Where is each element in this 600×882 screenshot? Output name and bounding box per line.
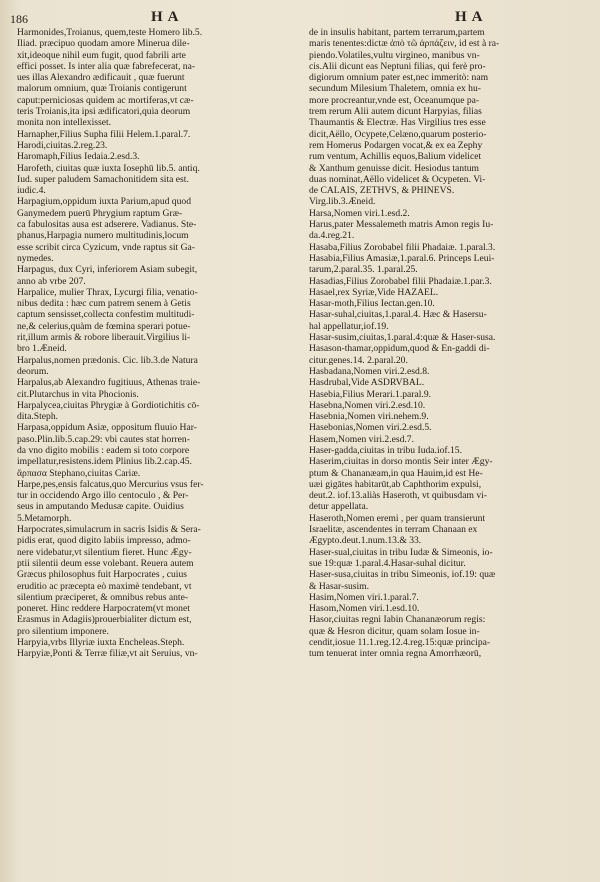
text-line: Hasbadana,Nomen viri.2.esd.8. xyxy=(309,365,430,377)
text-line: ptum & Chananæam,in qua Hauim,id est He- xyxy=(309,467,483,479)
text-line: rem Homerus Podargen vocat,& ex ea Zephy xyxy=(309,139,483,151)
text-line: nibus dedita : hæc cum patrem senem à Getis xyxy=(17,298,191,310)
text-line: Hasael,rex Syriæ,Vide HAZAEL. xyxy=(309,286,439,298)
text-line: caput:perniciosas quidem ac mortiferas,vt cæ- xyxy=(17,94,194,106)
text-line: impellatur,resistens.idem Plinius lib.2.cap.45. xyxy=(17,456,192,468)
text-line: deut.2. iof.13.aliàs Haseroth, vt quibusdam vi- xyxy=(309,490,487,502)
text-line: sue 19:quæ 1.paral.4.Hasar-suhal dicitur. xyxy=(309,557,466,569)
text-line: Ægypto.deut.1.num.13.& 33. xyxy=(309,535,422,547)
text-line: quæ & Hesron dicitur, quam solam Iosue in- xyxy=(309,625,480,637)
text-line: de CALAIS, ZETHVS, & PHINEVS. xyxy=(309,185,455,197)
text-line: tarum,2.paral.35. 1.paral.25. xyxy=(309,264,418,276)
text-line: deorum. xyxy=(17,365,49,377)
text-line: Harofeth, ciuitas quæ iuxta Iosephū lib.5. antiq. xyxy=(17,162,200,174)
text-line: cit.Plutarchus in vita Phocionis. xyxy=(17,388,139,400)
text-line: & Hasar-susim. xyxy=(309,580,370,592)
text-line: Iliad. præcipuo quodam amore Minerua dile- xyxy=(17,38,190,50)
text-line: pro silentium imponere. xyxy=(17,625,109,637)
text-line: Haromaph,Filius Iedaia.2.esd.3. xyxy=(17,151,140,163)
text-line: xit,ideoque nihil eum fugit, quod fabrili arte xyxy=(17,49,186,61)
text-line: Harpalus,ab Alexandro fugitiuus, Athenas traie- xyxy=(17,377,201,389)
text-line: Haseroth,Nomen eremi , per quam transierunt xyxy=(309,512,486,524)
text-line: piendo.Volatiles,vultu virgineo, manibus vn- xyxy=(309,49,480,61)
text-line: nere videbatur,vt silentium fieret. Hunc Ægy- xyxy=(17,546,192,558)
text-line: tur in occidendo Argo illo centoculo , & Per- xyxy=(17,490,189,502)
text-line: silentium præciperet, & omnibus rebus ante- xyxy=(17,591,189,603)
text-line: ca fabulositas ausa est adserere. Vadianus. Ste- xyxy=(17,219,197,231)
text-line: Hasim,Nomen viri.1.paral.7. xyxy=(309,591,419,603)
text-line: effici posset. Is inter alia quæ fabrefecerat, na- xyxy=(17,60,196,72)
text-line: Hasar-suhal,ciuitas,1.paral.4. Hæc & Hasersu- xyxy=(309,309,487,321)
text-line: Israelitæ, ascendentes in terram Chanaan ex xyxy=(309,524,478,536)
text-line: Haserim,ciuitas in dorso montis Seir inter Ægy- xyxy=(309,456,493,468)
text-line: ues illas Alexandro ædificauit , quæ fuerunt xyxy=(17,72,185,84)
text-line: Græcus philosophus fuit Harpocrates , cuius xyxy=(17,569,187,581)
text-line: Harus,pater Messalemeth matris Amon regis Iu- xyxy=(309,219,494,231)
text-line: more procreantur,vnde est, Oceanumque pa- xyxy=(309,94,480,106)
text-line: malorum omnium, quæ Troianis contigerunt xyxy=(17,83,187,95)
text-line: Harpagium,oppidum iuxta Parium,apud quod xyxy=(17,196,191,208)
text-line: Hasom,Nomen viri.1.esd.10. xyxy=(309,603,420,615)
text-line: bro 1.Æneid. xyxy=(17,343,67,355)
text-line: monita non intellexisset. xyxy=(17,117,112,129)
text-line: Hasebnia,Nomen viri.nehem.9. xyxy=(309,411,429,423)
text-line: ne,& celerius,quàm de fœmina sperari potue- xyxy=(17,320,191,332)
text-line: Iud. super paludem Samachonitidem sita est. xyxy=(17,173,189,185)
text-line: seus in amputando Medusæ capite. Ouidius xyxy=(17,501,184,513)
text-line: secundum Milesium Thaletem, omnia ex hu- xyxy=(309,83,481,95)
text-line: Hasason-thamar,oppidum,quod & En-gaddi di- xyxy=(309,343,490,355)
text-line: Harpocrates,simulacrum in sacris Isidis & Sera- xyxy=(17,524,201,536)
text-line: Hasebia,Filius Merari.1.paral.9. xyxy=(309,388,432,400)
text-line: Hasar-susim,ciuitas,1.paral.4:quæ & Haser-susa. xyxy=(309,332,496,344)
text-line: Virg.lib.3.Æneid. xyxy=(309,196,376,208)
text-line: Hasem,Nomen viri.2.esd.7. xyxy=(309,433,414,445)
text-line: Hasdrubal,Vide ASDRVBAL. xyxy=(309,377,425,389)
text-line: ptii silentii deum esse volebant. Reuera autem xyxy=(17,557,194,569)
text-line: Harpe,pes,ensis falcatus,quo Mercurius vsus fer- xyxy=(17,478,204,490)
text-line: 5.Metamorph. xyxy=(17,512,72,524)
text-line: Haser-sual,ciuitas in tribu Iudæ & Simeonis, io- xyxy=(309,546,493,558)
text-line: uæi gigātes habitarūt,ab Caphthorim expulsi, xyxy=(309,478,482,490)
text-line: de in insulis habitant, partem terrarum,partem xyxy=(309,27,485,38)
text-line: Hasor,ciuitas regni Iabin Chananæorum regis: xyxy=(309,614,486,626)
text-line: Ganymedem puerū Phrygium raptum Græ- xyxy=(17,207,183,219)
text-line: Harpyia,vrbs Illyriæ iuxta Encheleas.Steph. xyxy=(17,637,185,649)
right-column xyxy=(309,27,587,875)
text-line: iudic.4. xyxy=(17,185,46,197)
text-line: maris tenentes:dictæ ἀπὸ τῶ ἁρπάζειν, id est à ra- xyxy=(309,38,500,50)
text-line: teris Troianis,ita ipsi ædificatori,quia deorum xyxy=(17,106,191,118)
running-head-left: H A xyxy=(151,9,180,25)
text-line: Harmonides,Troianus, quem,teste Homero lib.5. xyxy=(17,27,203,38)
text-line: citur.genes.14. 2.paral.20. xyxy=(309,354,408,366)
text-line: trem rerum Alii autem dicunt Harpyias, filias xyxy=(309,106,482,118)
text-line: anno ab vrbe 207. xyxy=(17,275,86,287)
running-head-right: H A xyxy=(455,9,484,25)
text-line: rit,illum armis & robore liberauit.Virgilius li- xyxy=(17,332,191,344)
text-line: Harpagus, dux Cyri, inferiorem Asiam subegit, xyxy=(17,264,198,276)
text-line: Haser-gadda,ciuitas in tribu Iuda.iof.15. xyxy=(309,444,462,456)
text-line: Harpasa,oppidum Asiæ, oppositum fluuio Har- xyxy=(17,422,197,434)
text-line: ἅρπασα Stephano,ciuitas Cariæ. xyxy=(17,467,141,479)
text-line: Harodi,ciuitas.2.reg.23. xyxy=(17,139,108,151)
text-line: poneret. Hinc reddere Harpocratem(vt monet xyxy=(17,603,190,615)
text-line: dicit,Aëllo, Ocypete,Celæno,quarum posterio- xyxy=(309,128,487,140)
text-line: hal appellatur,iof.19. xyxy=(309,320,389,332)
text-line: Harpalus,nomen prædonis. Cic. lib.3.de Natura xyxy=(17,354,198,366)
text-line: cis.Alii dicunt eas Neptuni filias, qui ferè pro- xyxy=(309,60,486,72)
text-line: esse scribit circa Cyzicum, vnde raptus sit Ga- xyxy=(17,241,195,253)
text-line: paso.Plin.lib.5.cap.29: vbi cautes stat horren- xyxy=(17,433,190,445)
text-line: da.4.reg.21. xyxy=(309,230,355,242)
text-line: tum tenuerat inter omnia regna Amorrhæorū, xyxy=(309,648,482,660)
text-line: rum ventum, Achillis equos,Balium videlicet xyxy=(309,151,482,163)
text-line: Haser-susa,ciuitas in tribu Simeonis, iof.19: quæ xyxy=(309,569,496,581)
text-line: cendit,iosue 11.1.reg.12.4.reg.15:quæ principa- xyxy=(309,637,491,649)
text-line: digiorum omnium pater est,nec immeritò: nam xyxy=(309,72,489,84)
text-line: Harnapher,Filius Supha filii Helem.1.paral.7. xyxy=(17,128,191,140)
text-line: Thaumantis & Electræ. Has Virgilius tres esse xyxy=(309,117,486,129)
text-line: Hasebna,Nomen viri.2.esd.10. xyxy=(309,399,426,411)
text-line: da vno digito mobilis : eadem si toto corpore xyxy=(17,444,190,456)
text-line: pidis erat, quod digito labiis impresso, admo- xyxy=(17,535,191,547)
text-line: duas nominat,Aëllo videlicet & Ocypeten. Vi- xyxy=(309,173,486,185)
text-line: Hasar-moth,Filius Iectan.gen.10. xyxy=(309,298,435,310)
text-line: nymedes. xyxy=(17,252,54,264)
text-line: Erasmus in Adagiis)prouerbialiter dictum est, xyxy=(17,614,192,626)
left-column xyxy=(17,27,295,875)
text-line: Harpalycea,ciuitas Phrygiæ à Gordiotichitis cō- xyxy=(17,399,200,411)
page-number: 186 xyxy=(10,12,28,26)
text-line: Harsa,Nomen viri.1.esd.2. xyxy=(309,207,410,219)
text-line: detur appellata. xyxy=(309,501,369,513)
text-line: Hasaba,Filius Zorobabel filii Phadaiæ. 1.paral.3. xyxy=(309,241,496,253)
text-line: & Xanthum genuisse dicit. Hesiodus tantum xyxy=(309,162,480,174)
text-line: captum sensisset,collecta confestim multitudi- xyxy=(17,309,195,321)
text-line: Hasadias,Filius Zorobabel filii Phadaiæ.1.par.3. xyxy=(309,275,492,287)
text-line: Harpalice, mulier Thrax, Lycurgi filia, venatio- xyxy=(17,286,198,298)
text-line: Hasebonias,Nomen viri.2.esd.5. xyxy=(309,422,432,434)
text-line: phanus,Harpagia numero multitudinis,locum xyxy=(17,230,189,242)
text-line: Harpyiæ,Ponti & Terræ filiæ,vt ait Seruius, vn- xyxy=(17,648,198,660)
text-line: Hasabia,Filius Amasiæ,1.paral.6. Princeps Leui- xyxy=(309,252,495,264)
text-line: eruditio ac præcepta eò maximè tendebant, vt xyxy=(17,580,192,592)
text-line: dita.Steph. xyxy=(17,411,59,423)
